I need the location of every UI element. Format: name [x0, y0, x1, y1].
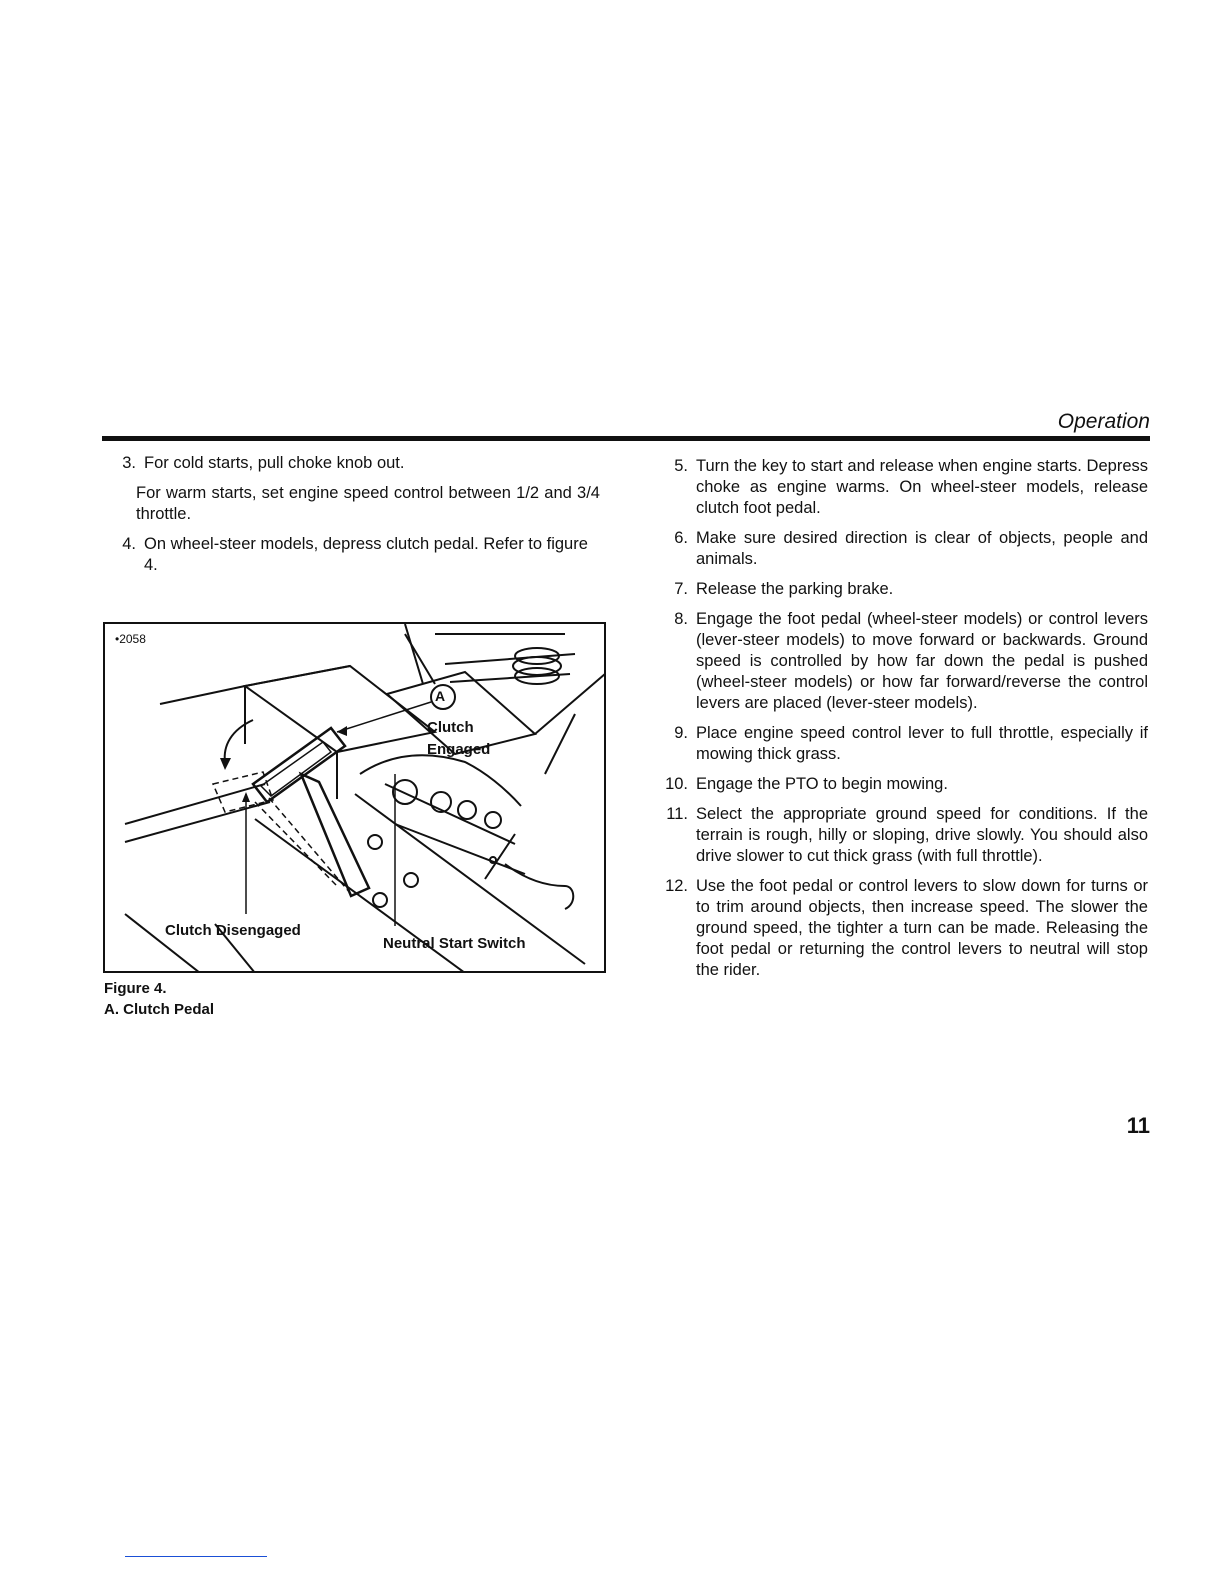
step-text: Make sure desired direction is clear of objects, people and animals.: [696, 529, 1148, 568]
step-number: 12.: [665, 877, 688, 895]
list-item: [108, 453, 600, 525]
step-text: On wheel-steer models, depress clutch pedal. Refer to figure 4.: [144, 535, 588, 574]
step-number: 6.: [674, 529, 688, 547]
callout-clutch-engaged-line2: Engaged: [427, 741, 491, 758]
header-rule: [102, 436, 1150, 441]
list-item: [108, 534, 600, 576]
list-item: [660, 774, 1148, 795]
step-text: Turn the key to start and release when engine starts. Depress choke as engine warms. On wheel-steer models, release clutch foot pedal.: [696, 457, 1148, 517]
marker-a: A: [435, 688, 446, 704]
section-title: Operation: [1057, 410, 1150, 433]
step-number: 5.: [674, 457, 688, 475]
callout-neutral-start-switch: Neutral Start Switch: [383, 935, 526, 952]
callout-clutch-engaged-line1: Clutch: [427, 719, 474, 736]
figure-caption: [104, 978, 214, 1020]
step-number: 7.: [674, 580, 688, 598]
list-item: [660, 528, 1148, 570]
step-subtext: For warm starts, set engine speed control between 1/2 and 3/4 throttle.: [136, 484, 600, 523]
step-text: For cold starts, pull choke knob out.: [144, 454, 405, 472]
list-item: [660, 876, 1148, 981]
bottom-link-rule: [125, 1556, 267, 1557]
right-column: [660, 456, 1148, 990]
step-text: Release the parking brake.: [696, 580, 894, 598]
step-text: Select the appropriate ground speed for conditions. If the terrain is rough, hilly or sloping, drive slowly. You should also drive slower to cut thick grass (with full throttle).: [696, 805, 1148, 865]
caption-item: A. Clutch Pedal: [104, 1001, 215, 1018]
step-number: 10.: [665, 775, 688, 793]
step-number: 8.: [674, 610, 688, 628]
step-number: 11.: [666, 805, 688, 823]
step-number: 4.: [122, 535, 136, 553]
callout-clutch-disengaged: Clutch Disengaged: [165, 922, 301, 939]
step-text: Use the foot pedal or control levers to slow down for turns or to trim around objects, then increase speed. The slower the ground speed, the tighter a turn can be made. Releasing the foot pedal or returning the control levers to neutral will stop the rider.: [696, 877, 1148, 979]
left-column: [108, 453, 600, 585]
step-text: Engage the PTO to begin mowing.: [696, 775, 948, 793]
caption-title: Figure 4.: [104, 980, 167, 997]
figure-id: •2058: [115, 632, 146, 646]
step-text: Engage the foot pedal (wheel-steer models) or control levers (lever-steer models) to move forward or backwards. Ground speed is controlled by how far down the pedal is pushed (wheel-steer models) or how far forward/reverse the control levers are placed (lever-steer models).: [696, 610, 1148, 712]
clutch-pedal-figure: [103, 622, 606, 973]
step-number: 9.: [674, 724, 688, 742]
list-item: [660, 723, 1148, 765]
page-number: 11: [1126, 1113, 1150, 1138]
list-item: [660, 456, 1148, 519]
list-item: [660, 804, 1148, 867]
list-item: [660, 609, 1148, 714]
step-number: 3.: [122, 454, 136, 472]
list-item: [660, 579, 1148, 600]
step-text: Place engine speed control lever to full throttle, especially if mowing thick grass.: [696, 724, 1148, 763]
